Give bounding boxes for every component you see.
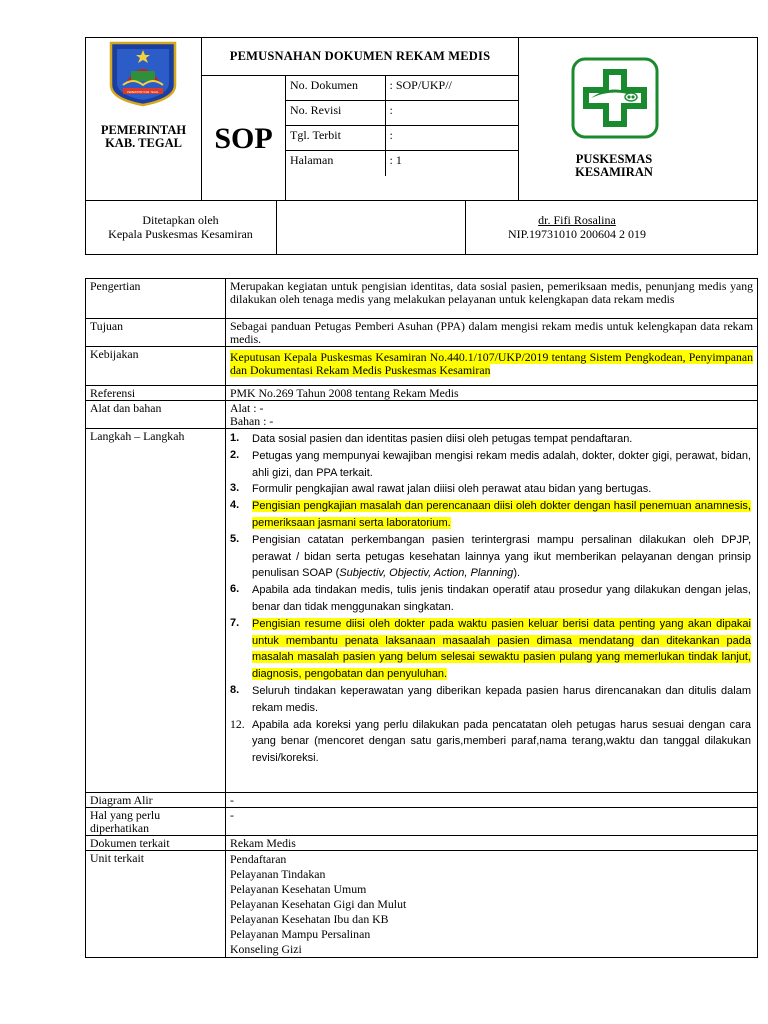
row-content: - — [226, 793, 758, 808]
row-content: Rekam Medis — [226, 836, 758, 851]
meta-key: No. Dokumen — [286, 76, 385, 101]
row-dokumen-terkait — [86, 836, 758, 851]
row-label: Langkah – Langkah — [86, 429, 226, 793]
step-number: 6. — [230, 583, 240, 596]
row-hal-perlu — [86, 808, 758, 836]
unit-item: Pendaftaran — [230, 852, 287, 866]
step-number: 5. — [230, 532, 240, 545]
row-label: Tujuan — [86, 319, 226, 347]
step-number: 4. — [230, 499, 240, 512]
row-content — [226, 401, 758, 429]
row-content — [226, 851, 758, 958]
row-unit-terkait — [86, 851, 758, 958]
unit-item: Pelayanan Tindakan — [230, 867, 326, 881]
meta-key: No. Revisi — [286, 101, 385, 126]
step-text: Apabila ada tindakan medis, tulis jenis tindakan operatif atau prosedur yang dilakukan dengan jelas, benar dan tidak menggunakan singkatan. — [252, 584, 751, 613]
approver — [466, 213, 688, 241]
approver-nip: NIP.19731010 200604 2 019 — [507, 227, 646, 241]
row-label: Alat dan bahan — [86, 401, 226, 429]
step-item — [230, 532, 751, 582]
step-text-highlighted: Pengisian resume diisi oleh dokter pada waktu pasien keluar berisi data penting yang akan dipakai untuk membantu penata laksanaan masaalah pasien dimasa mendatang dan ditekankan pada masalah masalah pasien yang belum selesai sewaktu pasien pulang yang memerlukan tindak lanjut, diagnosis, pengobatan dan penyuluhan. — [252, 617, 751, 681]
row-pengertian — [86, 279, 758, 319]
row-tujuan — [86, 319, 758, 347]
logo-caption: PEMERINTAH KAB. TEGAL — [127, 91, 159, 94]
step-text-italic: Subjectiv, Objectiv, Action, Planning — [339, 567, 514, 580]
puskesmas-logo-icon — [571, 57, 659, 139]
step-text: Seluruh tindakan keperawatan yang diberikan kepada pasien harus direncanakan dan ditulis dalam rekam medis. — [252, 684, 751, 714]
step-text: Data sosial pasien dan identitas pasien diisi oleh petugas tempat pendaftaran. — [252, 433, 633, 445]
step-item — [230, 717, 751, 767]
meta-value: : — [385, 126, 518, 151]
document-meta-table — [286, 75, 518, 176]
row-label: Kebijakan — [86, 347, 226, 386]
document-title: PEMUSNAHAN DOKUMEN REKAM MEDIS — [229, 48, 491, 63]
sop-label: SOP — [202, 75, 286, 201]
step-text-part: Pengisian catatan perkembangan pasien terintergrasi mampu persalinan dilakukan oleh DPJP, perawat / bidan serta petugas kesehatan lainnya yang ikut memberikan pelayanan dengan prinsip penulisan SOAP ( — [252, 533, 751, 580]
meta-row — [286, 101, 518, 126]
meta-key: Tgl. Terbit — [286, 126, 385, 151]
puskesmas-name — [518, 153, 710, 179]
unit-item: Pelayanan Kesehatan Ibu dan KB — [230, 912, 389, 926]
step-text-highlighted: Pengisian pengkajian masalah dan perencanaan diisi oleh dokter dengan hasil penemuan anamnesis, pemeriksaan jasmani serta laboratorium. — [252, 500, 751, 529]
step-text-part: ). — [513, 567, 521, 580]
row-label: Hal yang perlu diperhatikan — [86, 808, 226, 836]
tegal-regency-emblem-icon — [103, 41, 183, 107]
org-name-line-1: PEMERINTAH — [100, 123, 187, 137]
highlighted-text: Keputusan Kepala Puskesmas Kesamiran No.440.1/107/UKP/2019 tentang Sistem Pengkodean, Penyimpanan dan Dokumentasi Rekam Medis Puskesmas Kesamiran — [230, 350, 753, 377]
puskesmas-name-line-1: PUSKESMAS — [575, 152, 653, 166]
step-number: 8. — [230, 683, 240, 696]
row-alat-bahan — [86, 401, 758, 429]
steps-list — [230, 431, 751, 767]
org-name — [85, 124, 202, 150]
step-text: Apabila ada koreksi yang perlu dilakukan pada pencatatan oleh petugas harus sesuai dengan cara yang benar (mencoret dengan satu garis,memberi paraf,nama terang,waktu dan tanggal dilakukan revisi/koreksi. — [252, 718, 751, 765]
row-content — [226, 347, 758, 386]
step-text: Formulir pengkajian awal rawat jalan diiisi oleh perawat atau bidan yang bertugas. — [252, 483, 652, 496]
row-referensi — [86, 386, 758, 401]
unit-item: Pelayanan Kesehatan Gigi dan Mulut — [230, 897, 407, 911]
step-item — [230, 582, 751, 616]
org-name-line-2: KAB. TEGAL — [105, 136, 182, 150]
approver-name: dr. Fifi Rosalina — [538, 213, 616, 227]
row-content: PMK No.269 Tahun 2008 tentang Rekam Medis — [226, 386, 758, 401]
row-label: Unit terkait — [86, 851, 226, 958]
row-content — [226, 429, 758, 793]
row-content: Merupakan kegiatan untuk pengisian identitas, data sosial pasien, pemeriksaan medis, penunjang medis yang dilakukan oleh tenaga medis yang melakukan pelayanan untuk kelengkapan data rekam medis — [226, 279, 758, 319]
step-item — [230, 616, 751, 683]
meta-value: : SOP/UKP// — [385, 76, 518, 101]
unit-item: Pelayanan Mampu Persalinan — [230, 927, 371, 941]
approval-position: Kepala Puskesmas Kesamiran — [108, 227, 253, 241]
approval-by: Ditetapkan oleh — [142, 213, 219, 227]
meta-value: : 1 — [385, 151, 518, 176]
meta-row — [286, 126, 518, 151]
step-item — [230, 431, 751, 448]
row-label: Diagram Alir — [86, 793, 226, 808]
signature-cell — [276, 201, 466, 255]
alat-text: Alat : - — [230, 401, 264, 415]
row-diagram-alir — [86, 793, 758, 808]
unit-item: Konseling Gizi — [230, 942, 302, 956]
step-number: 7. — [230, 616, 240, 629]
row-kebijakan — [86, 347, 758, 386]
row-label: Dokumen terkait — [86, 836, 226, 851]
row-content: - — [226, 808, 758, 836]
row-langkah — [86, 429, 758, 793]
step-item — [230, 683, 751, 717]
bahan-text: Bahan : - — [230, 414, 274, 428]
approval-authority — [85, 213, 276, 241]
step-item — [230, 481, 751, 498]
meta-row — [286, 76, 518, 101]
meta-value: : — [385, 101, 518, 126]
step-text — [252, 534, 751, 580]
logo-cell — [85, 37, 202, 201]
sop-content-table — [85, 278, 758, 958]
row-content: Sebagai panduan Petugas Pemberi Asuhan (PPA) dalam mengisi rekam medis untuk kelengkapan data rekam medis. — [226, 319, 758, 347]
row-label: Pengertian — [86, 279, 226, 319]
puskesmas-name-line-2: KESAMIRAN — [575, 165, 653, 179]
step-number: 1. — [230, 432, 240, 444]
step-number: 12. — [230, 716, 245, 731]
meta-key: Halaman — [286, 151, 385, 176]
step-number: 2. — [230, 448, 240, 461]
step-number: 3. — [230, 482, 240, 495]
step-item — [230, 498, 751, 532]
meta-row — [286, 151, 518, 176]
row-label: Referensi — [86, 386, 226, 401]
unit-item: Pelayanan Kesehatan Umum — [230, 882, 367, 896]
step-item — [230, 448, 751, 482]
step-text: Petugas yang mempunyai kewajiban mengisi rekam medis adalah, dokter, dokter gigi, perawat, bidan, ahli gizi, dan PPA terkait. — [252, 449, 751, 479]
